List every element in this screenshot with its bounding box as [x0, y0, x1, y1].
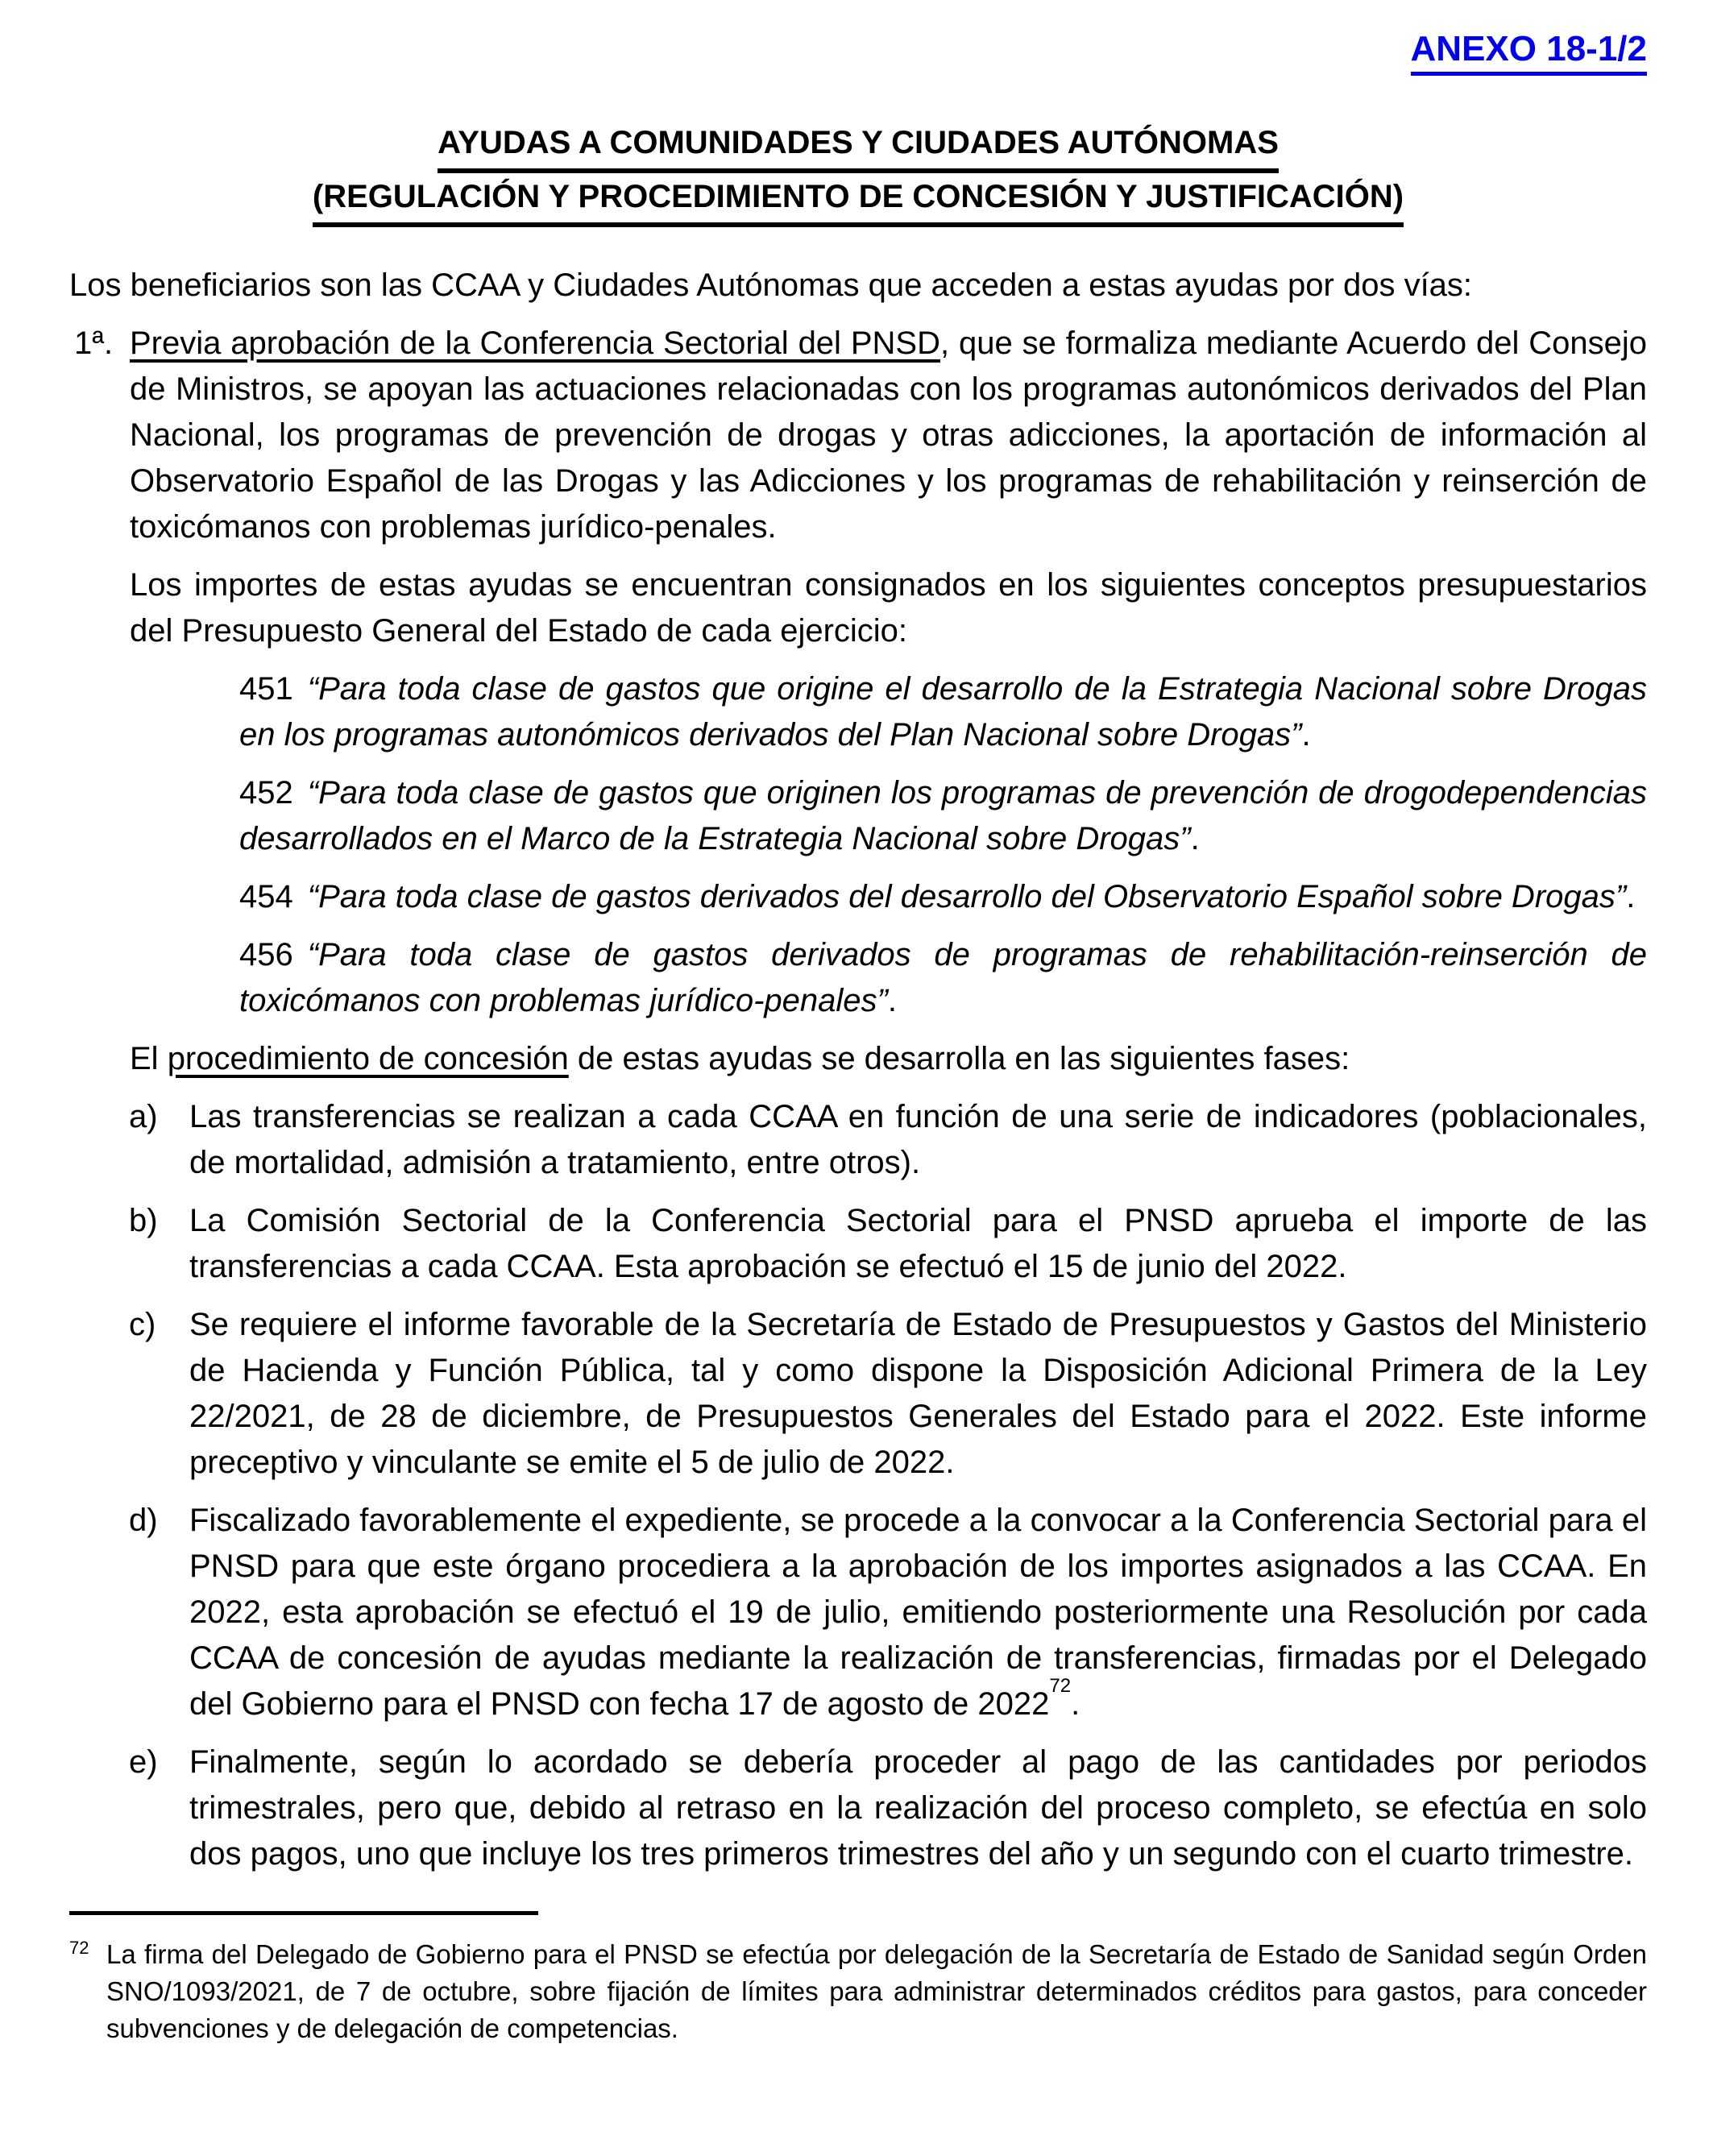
via-1-underlined-phrase: Previa aprobación de la Conferencia Sectorial del PNSD	[130, 325, 940, 361]
phase-text: Finalmente, según lo acordado se debería proceder al pago de las cantidades por periodos trimestrales, pero que, debido al retraso en la realización del proceso completo, se efectúa en solo dos pagos, uno que incluye los tres primeros trimestres del año y un segundo con el cuarto trimestre.	[189, 1744, 1647, 1872]
budget-quote-suffix: .	[1626, 879, 1636, 914]
budget-item-454	[239, 874, 1647, 920]
annex-label	[69, 29, 1647, 76]
procedure-text-after: de estas ayudas se desarrolla en las siguientes fases:	[568, 1041, 1350, 1076]
procedure-underlined-phrase: procedimiento de concesión	[167, 1041, 569, 1076]
intro-paragraph: Los beneficiarios son las CCAA y Ciudades Autónomas que acceden a estas ayudas por dos vías:	[69, 267, 1473, 303]
phase-text-after-sup: .	[1071, 1686, 1080, 1722]
budget-item-451	[239, 666, 1647, 758]
phase-item-e	[129, 1739, 1647, 1877]
budget-code: 451	[239, 671, 293, 707]
budget-quote-suffix: .	[887, 983, 897, 1018]
annex-label-text: ANEXO 18-1/2	[1411, 29, 1647, 76]
budget-quote-text: “Para toda clase de gastos que originen los programas de prevención de drogodependencias desarrollados en el Marco de la Estrategia Nacional sobre Drogas”	[239, 775, 1647, 856]
footnote-text: La firma del Delegado de Gobierno para el PNSD se efectúa por delegación de la Secretaría de Estado de Sanidad según Orden SNO/1093/2021, de 7 de octubre, sobre fijación de límites para administrar determinados créditos para gastos, para conceder subvenciones y de delegación de competencias.	[106, 1939, 1647, 2043]
budget-quote-suffix: .	[1190, 821, 1200, 856]
budget-item-452	[239, 770, 1647, 862]
page-title-line-2: (REGULACIÓN Y PROCEDIMIENTO DE CONCESIÓN Y JUSTIFICACIÓN)	[69, 173, 1647, 227]
via-1-item	[74, 321, 1648, 550]
importes-paragraph: Los importes de estas ayudas se encuentran consignados en los siguientes conceptos presupuestarios del Presupuesto General del Estado de cada ejercicio:	[130, 567, 1647, 649]
phase-item-d	[129, 1498, 1647, 1727]
phase-text: Fiscalizado favorablemente el expediente, se procede a la convocar a la Conferencia Sectorial para el PNSD para que este órgano procediera a la aprobación de los importes asignados a las CCAA. En 2022, esta aprobación se efectuó el 19 de julio, emitiendo posteriormente una Resolución por cada CCAA de concesión de ayudas mediante la realización de transferencias, firmadas por el Delegado del Gobierno para el PNSD con fecha 17 de agosto de 2022	[189, 1503, 1647, 1722]
budget-quote-text: “Para toda clase de gastos derivados de programas de rehabilitación-reinserción de toxicómanos con problemas jurídico-penales”	[239, 937, 1647, 1018]
phase-item-b	[129, 1198, 1647, 1290]
budget-code: 452	[239, 775, 293, 811]
phase-item-a	[129, 1094, 1647, 1186]
via-1-text: , que se formaliza mediante Acuerdo del Consejo de Ministros, se apoyan las actuaciones relacionadas con los programas autonómicos derivados del Plan Nacional, los programas de prevención de drogas y otras adicciones, la aportación de información al Observatorio Español de las Drogas y las Adicciones y los programas de rehabilitación y reinserción de toxicómanos con problemas jurídico-penales.	[130, 325, 1648, 545]
phase-marker: a)	[129, 1099, 158, 1134]
phase-text: La Comisión Sectorial de la Conferencia Sectorial para el PNSD aprueba el importe de las transferencias a cada CCAA. Esta aprobación se efectuó el 15 de junio del 2022.	[189, 1203, 1647, 1284]
budget-quote-text: “Para toda clase de gastos derivados del desarrollo del Observatorio Español sobre Drogas”	[307, 879, 1627, 914]
footnote-reference: 72	[1049, 1674, 1072, 1697]
footnote-separator	[69, 1911, 538, 1915]
phase-marker: b)	[129, 1203, 158, 1238]
via-1-marker: 1ª.	[74, 325, 114, 361]
phase-text: Las transferencias se realizan a cada CCAA en función de una serie de indicadores (poblacionales, de mortalidad, admisión a tratamiento, entre otros).	[189, 1099, 1647, 1180]
page-title	[69, 119, 1647, 227]
phase-marker: d)	[129, 1503, 158, 1538]
phase-text: Se requiere el informe favorable de la Secretaría de Estado de Presupuestos y Gastos del Ministerio de Hacienda y Función Pública, tal y como dispone la Disposición Adicional Primera de la Ley 22/2021, de 28 de diciembre, de Presupuestos Generales del Estado para el 2022. Este informe preceptivo y vinculante se emite el 5 de julio de 2022.	[189, 1307, 1647, 1480]
budget-item-456	[239, 932, 1647, 1024]
footnote	[69, 1936, 1647, 2047]
phase-item-c	[129, 1302, 1647, 1486]
budget-code: 456	[239, 937, 293, 972]
budget-quote-text: “Para toda clase de gastos que origine el desarrollo de la Estrategia Nacional sobre Drogas en los programas autonómicos derivados del Plan Nacional sobre Drogas”	[239, 671, 1647, 753]
budget-code: 454	[239, 879, 293, 914]
footnote-marker: 72	[69, 1938, 89, 1958]
procedure-text-before: El	[130, 1041, 168, 1076]
phase-marker: c)	[129, 1307, 156, 1342]
phase-marker: e)	[129, 1744, 158, 1780]
budget-quote-suffix: .	[1301, 717, 1311, 753]
page-title-line-1: AYUDAS A COMUNIDADES Y CIUDADES AUTÓNOMAS	[69, 119, 1647, 173]
procedure-paragraph	[130, 1036, 1647, 1082]
